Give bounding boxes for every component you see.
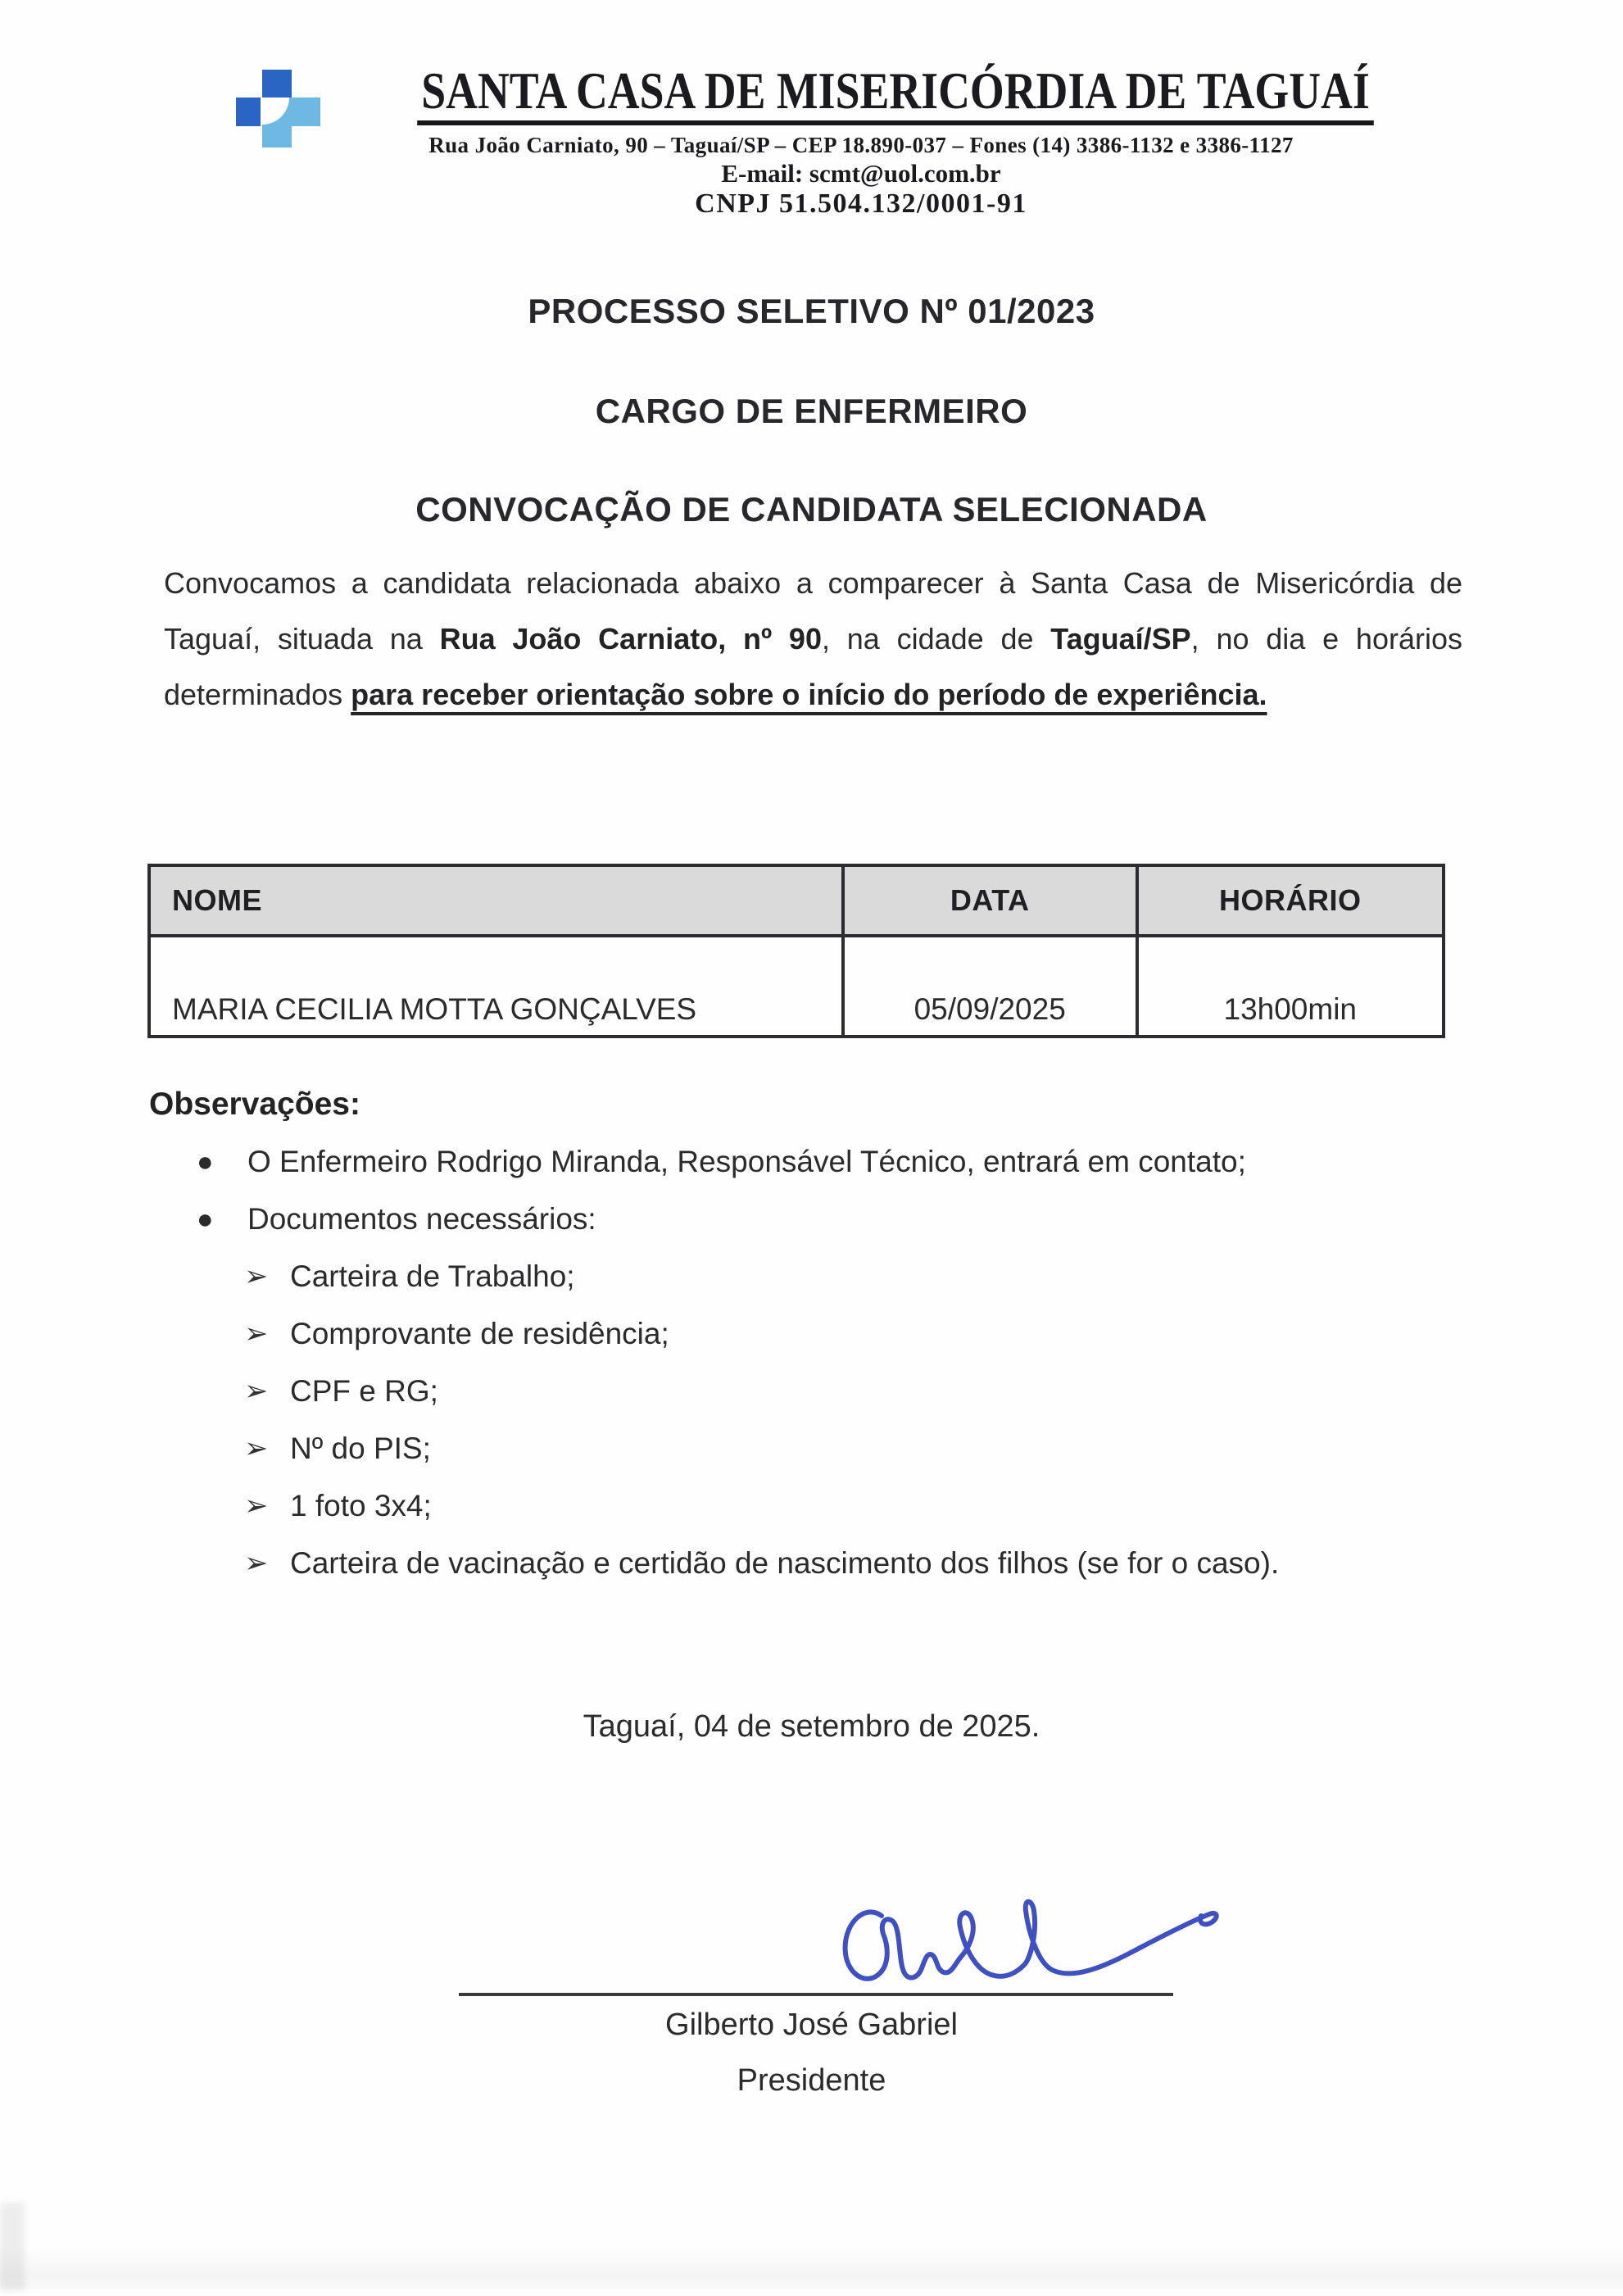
org-email: E-mail: scmt@uol.com.br: [721, 159, 1001, 188]
document-text: Carteira de Trabalho;: [290, 1259, 575, 1293]
paragraph-emphasis-bold-underline: para receber orientação sobre o início do período de experiência.: [351, 678, 1267, 711]
convocation-paragraph: [164, 556, 1462, 723]
org-address: Rua João Carniato, 90 – Taguaí/SP – CEP 18.890-037 – Fones (14) 3386-1132 e 3386-1127: [428, 133, 1294, 157]
logo-elbow-shape: [262, 98, 320, 147]
arrowhead-bullet-icon: ➢: [244, 1375, 269, 1407]
table-row: [149, 936, 1444, 1037]
title-processo-seletivo: PROCESSO SELETIVO Nº 01/2023: [528, 292, 1095, 330]
org-name: SANTA CASA DE MISERICÓRDIA DE TAGUAÍ: [417, 66, 1374, 125]
column-header-nome: NOME: [149, 865, 843, 936]
scan-corner-artifact: [0, 2203, 25, 2291]
column-header-data: DATA: [843, 865, 1137, 936]
paragraph-segment: Convocamos a candidata relacionada abaixo a comparecer à Santa Casa de Misericórdia de Taguaí, situada na: [164, 566, 1462, 656]
paragraph-segment: , na cidade de: [821, 622, 1051, 656]
handwritten-signature: [831, 1883, 1232, 2002]
signer-title: Presidente: [737, 2063, 886, 2098]
document-text: 1 foto 3x4;: [290, 1489, 432, 1522]
observation-text: O Enfermeiro Rodrigo Miranda, Responsável Técnico, entrará em contato;: [247, 1145, 1246, 1178]
org-logo-cross-icon: [234, 69, 321, 148]
bullet-icon: ●: [197, 1204, 214, 1235]
document-text: Comprovante de residência;: [290, 1317, 669, 1350]
list-item: [244, 1316, 1476, 1352]
list-item: [149, 1144, 1476, 1180]
arrowhead-bullet-icon: ➢: [244, 1260, 269, 1292]
arrowhead-bullet-icon: ➢: [244, 1490, 269, 1522]
arrowhead-bullet-icon: ➢: [244, 1547, 269, 1579]
org-cnpj: CNPJ 51.504.132/0001-91: [695, 188, 1027, 219]
arrowhead-bullet-icon: ➢: [244, 1432, 269, 1464]
cell-date: 05/09/2025: [843, 936, 1137, 1037]
observations-list: [149, 1144, 1476, 1603]
scan-edge-artifact: [0, 2247, 1623, 2289]
schedule-table: [147, 864, 1445, 1038]
observation-text: Documentos necessários:: [247, 1202, 596, 1236]
list-item: [244, 1545, 1476, 1581]
document-text: CPF e RG;: [290, 1374, 438, 1408]
cell-time: 13h00min: [1137, 936, 1444, 1037]
signer-name: Gilberto José Gabriel: [665, 2008, 958, 2042]
document-text: Carteira de vacinação e certidão de nascimento dos filhos (se for o caso).: [290, 1546, 1280, 1580]
bullet-icon: ●: [197, 1146, 214, 1177]
letterhead: [326, 61, 1396, 219]
paragraph-segment: , no dia e horários determinados: [164, 622, 1462, 711]
column-header-horario: HORÁRIO: [1137, 865, 1444, 936]
logo-left-square: [236, 98, 261, 126]
list-item: [244, 1431, 1476, 1467]
cell-candidate-name: MARIA CECILIA MOTTA GONÇALVES: [149, 936, 843, 1037]
paragraph-address-bold: Rua João Carniato, nº 90: [439, 622, 822, 656]
list-item: [244, 1488, 1476, 1524]
list-item: [149, 1201, 1476, 1237]
title-convocacao: CONVOCAÇÃO DE CANDIDATA SELECIONADA: [415, 490, 1208, 529]
signature-stroke: [846, 1902, 1217, 1979]
arrowhead-bullet-icon: ➢: [244, 1318, 269, 1350]
title-cargo: CARGO DE ENFERMEIRO: [595, 392, 1028, 430]
date-line: Taguaí, 04 de setembro de 2025.: [583, 1709, 1040, 1744]
table-header-row: [149, 865, 1444, 936]
logo-top-square: [262, 70, 292, 98]
list-item: [244, 1259, 1476, 1295]
paragraph-city-bold: Taguaí/SP: [1050, 622, 1191, 656]
list-item: [244, 1373, 1476, 1409]
schedule-table-header: [149, 865, 1444, 936]
observations-heading: Observações:: [149, 1087, 360, 1122]
document-text: Nº do PIS;: [290, 1432, 431, 1465]
